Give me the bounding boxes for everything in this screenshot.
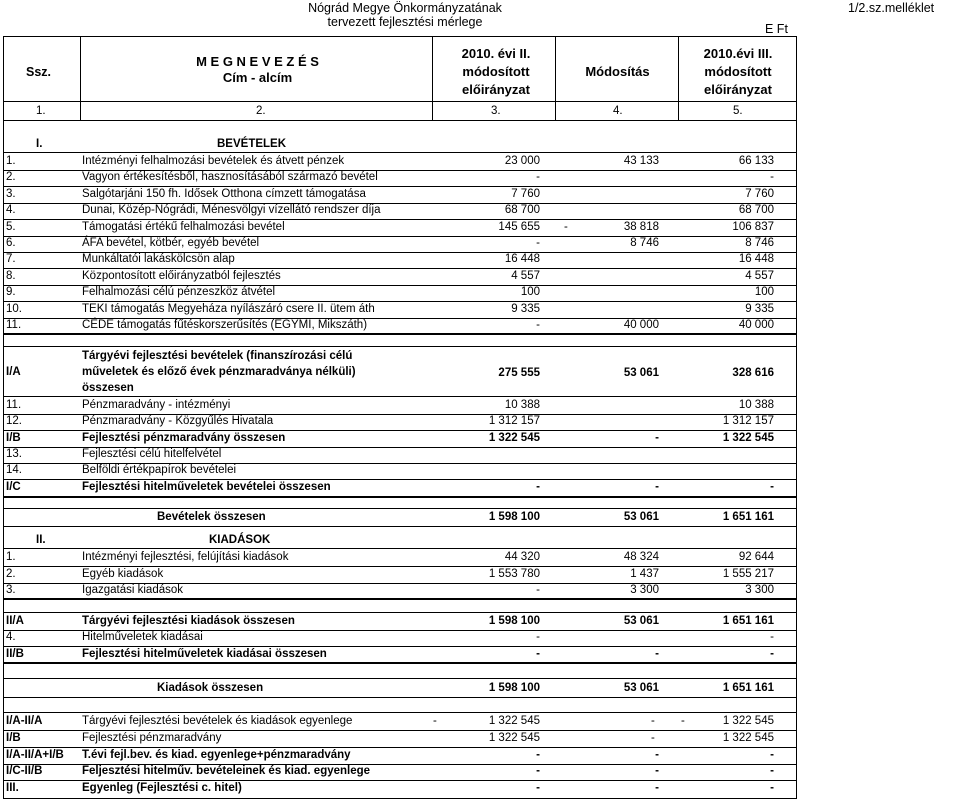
iia-row-num: II/B xyxy=(6,648,24,660)
exp-row-v2: 3 300 xyxy=(630,584,659,596)
income-row-num: 1. xyxy=(6,155,16,167)
bal-row-v2: - xyxy=(655,749,659,761)
section2-num: II. xyxy=(36,534,46,546)
exp-row-num: 2. xyxy=(6,568,16,580)
income-row-v2: 8 746 xyxy=(630,237,659,249)
income-row-v2: 40 000 xyxy=(623,319,659,331)
income-row-label: Dunai, Közép-Nógrádi, Ménesvölgyi vízellátó rendszer díja xyxy=(82,204,381,216)
bal-row-label: Tárgyévi fejlesztési bevételek és kiadások egyenlege xyxy=(82,715,353,727)
colnum-2: 2. xyxy=(256,105,266,117)
report-title-line1: Nógrád Megye Önkormányzatának xyxy=(308,1,502,15)
bal-row-num: III. xyxy=(6,782,19,794)
ia-v2: 53 061 xyxy=(623,367,659,379)
iia-row-v3: 1 651 161 xyxy=(722,615,774,627)
income-row-v3: 106 837 xyxy=(732,221,774,233)
income-total-v3: 1 651 161 xyxy=(722,511,774,523)
bal-row-v3: - xyxy=(770,782,774,794)
bal-row-v1: - xyxy=(536,765,540,777)
income-row-v3: 66 133 xyxy=(738,155,774,167)
ia-v1: 275 555 xyxy=(498,367,540,379)
section1-num: I. xyxy=(36,138,43,150)
ia-v3: 328 616 xyxy=(732,367,774,379)
income-row-label: ÁFA bevétel, kötbér, egyéb bevétel xyxy=(82,237,260,249)
ia-label-l2: műveletek és előző évek pénzmaradványa nélküli) xyxy=(82,366,356,378)
header-col3-l2: módosított xyxy=(462,64,530,79)
ib-row-v1: 1 322 545 xyxy=(488,432,540,444)
income-row-v1: 68 700 xyxy=(504,204,540,216)
ib-row-v1: 1 312 157 xyxy=(488,415,540,427)
ib-row-label: Fejlesztési célú hitelfelvétel xyxy=(82,448,222,460)
exp-total-label: Kiadások összesen xyxy=(157,682,264,694)
ib-row-v3: 1 322 545 xyxy=(722,432,774,444)
iia-row-label: Tárgyévi fejlesztési kiadások összesen xyxy=(82,615,295,627)
bal-row-v1: - xyxy=(536,782,540,794)
income-row-num: 5. xyxy=(6,221,16,233)
header-name-l2: Cím - alcím xyxy=(222,70,293,85)
income-row-v1: 9 335 xyxy=(511,303,540,315)
income-row-label: TEKI támogatás Megyeháza nyílászáró csere II. ütem áth xyxy=(82,303,375,315)
bal-row-mark3: - xyxy=(681,715,685,727)
exp-row-v3: 92 644 xyxy=(738,551,774,563)
income-row-v1: 16 448 xyxy=(504,253,540,265)
income-row-v1: - xyxy=(536,319,540,331)
iia-row-v3: - xyxy=(770,631,774,643)
income-row-v3: 16 448 xyxy=(738,253,774,265)
income-row-v3: 40 000 xyxy=(738,319,774,331)
income-row-v3: 4 557 xyxy=(745,270,774,282)
income-row-label: Központosított előirányzatból fejlesztés xyxy=(82,270,281,282)
exp-row-v3: 3 300 xyxy=(745,584,774,596)
ia-num: I/A xyxy=(6,366,21,378)
exp-row-v1: 44 320 xyxy=(504,551,540,563)
exp-row-label: Igazgatási kiadások xyxy=(82,584,184,596)
header-col4: Módosítás xyxy=(585,64,650,79)
income-row-v3: 8 746 xyxy=(745,237,774,249)
bal-row-num: I/A-II/A xyxy=(6,715,43,727)
ib-row-label: Fejlesztési pénzmaradvány összesen xyxy=(82,432,286,444)
exp-row-label: Intézményi fejlesztési, felújítási kiadások xyxy=(82,551,289,563)
exp-row-v3: 1 555 217 xyxy=(722,568,774,580)
bal-row-v3: - xyxy=(770,765,774,777)
income-row-v1: - xyxy=(536,237,540,249)
exp-total-v3: 1 651 161 xyxy=(722,682,774,694)
income-row-num: 10. xyxy=(6,303,22,315)
income-row-v3: 7 760 xyxy=(745,188,774,200)
ib-row-v3: - xyxy=(770,481,774,493)
ib-row-num: I/C xyxy=(6,481,21,493)
section1-title: BEVÉTELEK xyxy=(217,138,287,150)
income-row-v3: 100 xyxy=(754,286,774,298)
section2-title: KIADÁSOK xyxy=(209,534,271,546)
income-total-v1: 1 598 100 xyxy=(488,511,540,523)
income-row-label: Salgótarjáni 150 fh. Idősek Otthona címzett támogatása xyxy=(82,188,366,200)
income-row-v1: 23 000 xyxy=(504,155,540,167)
iia-row-v1: - xyxy=(536,648,540,660)
ib-row-v2: - xyxy=(655,432,659,444)
header-col3-l1: 2010. évi II. xyxy=(461,46,531,61)
bal-row-v1: 1 322 545 xyxy=(488,732,540,744)
income-row-num: 11. xyxy=(6,319,22,331)
ia-label-l1: Tárgyévi fejlesztési bevételek (finanszírozási célú xyxy=(82,350,353,362)
ib-row-num: 11. xyxy=(6,399,22,411)
bal-row-num: I/A-II/A+I/B xyxy=(6,749,64,761)
bal-row-num: I/C-II/B xyxy=(6,765,43,777)
income-row-num: 7. xyxy=(6,253,16,265)
colnum-1: 1. xyxy=(36,105,46,117)
income-row-v3: 9 335 xyxy=(745,303,774,315)
income-row-v2: 38 818 xyxy=(623,221,659,233)
income-total-label: Bevételek összesen xyxy=(157,511,266,523)
bal-row-num: I/B xyxy=(6,732,21,744)
income-row-v3: 68 700 xyxy=(738,204,774,216)
ib-row-v3: 1 312 157 xyxy=(722,415,774,427)
ib-row-v3: 10 388 xyxy=(738,399,774,411)
bal-row-label: Feljesztési hitelműv. bevételeinek és kiad. egyenlege xyxy=(82,765,371,777)
iia-row-v2: - xyxy=(655,648,659,660)
iia-row-v3: - xyxy=(770,648,774,660)
income-row-v1: - xyxy=(536,171,540,183)
iia-row-label: Hitelműveletek kiadásai xyxy=(82,631,203,643)
bal-row-v3: 1 322 545 xyxy=(722,732,774,744)
income-row-label: Intézményi felhalmozási bevételek és átvett pénzek xyxy=(82,155,345,167)
income-row-num: 8. xyxy=(6,270,16,282)
income-row-num: 3. xyxy=(6,188,16,200)
annex-label: 1/2.sz.melléklet xyxy=(848,1,935,15)
income-row-num: 2. xyxy=(6,171,16,183)
iia-row-num: II/A xyxy=(6,615,24,627)
header-ssz: Ssz. xyxy=(26,65,52,79)
ib-row-v1: - xyxy=(536,481,540,493)
bal-row-mark2: - xyxy=(651,732,655,744)
income-row-num: 9. xyxy=(6,286,16,298)
bal-row-label: Egyenleg (Fejlesztési c. hitel) xyxy=(82,782,242,794)
income-row-num: 4. xyxy=(6,204,16,216)
income-total-v2: 53 061 xyxy=(623,511,659,523)
ib-row-label: Belföldi értékpapírok bevételei xyxy=(82,464,237,476)
exp-row-label: Egyéb kiadások xyxy=(82,568,164,580)
exp-row-num: 3. xyxy=(6,584,16,596)
unit-label: E Ft xyxy=(765,22,788,36)
income-row-v1: 145 655 xyxy=(498,221,540,233)
iia-row-v1: - xyxy=(536,631,540,643)
income-row-label: Munkáltatói lakáskölcsön alap xyxy=(82,253,235,265)
ib-row-v2: - xyxy=(655,481,659,493)
exp-row-num: 1. xyxy=(6,551,16,563)
iia-row-num: 4. xyxy=(6,631,16,643)
bal-row-v1: 1 322 545 xyxy=(488,715,540,727)
colnum-3: 3. xyxy=(491,105,501,117)
iia-row-v2: 53 061 xyxy=(623,615,659,627)
ib-row-label: Fejlesztési hitelműveletek bevételei összesen xyxy=(82,481,331,493)
colnum-4: 4. xyxy=(613,105,623,117)
ib-row-num: 12. xyxy=(6,415,22,427)
bal-row-v2: - xyxy=(655,765,659,777)
header-col5-l3: előirányzat xyxy=(704,82,772,97)
ib-row-num: I/B xyxy=(6,432,21,444)
ia-label-l3: összesen xyxy=(82,382,134,394)
bal-row-mark1: - xyxy=(433,715,437,727)
bal-row-v3: 1 322 545 xyxy=(722,715,774,727)
exp-row-v1: 1 553 780 xyxy=(488,568,540,580)
bal-row-label: Fejlesztési pénzmaradvány xyxy=(82,732,222,744)
report-title-line2: tervezett fejlesztési mérlege xyxy=(327,15,483,29)
bal-row-v1: - xyxy=(536,749,540,761)
income-row-v1: 7 760 xyxy=(511,188,540,200)
ib-row-v1: 10 388 xyxy=(504,399,540,411)
exp-total-v2: 53 061 xyxy=(623,682,659,694)
exp-total-v1: 1 598 100 xyxy=(488,682,540,694)
header-col3-l3: előirányzat xyxy=(462,82,530,97)
header-col5-l2: módosított xyxy=(704,64,772,79)
income-row-label: CÉDE támogatás fűtéskorszerűsítés (EGYMI, Mikszáth) xyxy=(82,319,368,331)
exp-row-v1: - xyxy=(536,584,540,596)
bal-row-label: T.évi fejl.bev. és kiad. egyenlege+pénzmaradvány xyxy=(82,749,351,761)
bal-row-mark2: - xyxy=(651,715,655,727)
bal-row-v3: - xyxy=(770,749,774,761)
income-row-v2: 43 133 xyxy=(623,155,659,167)
income-row-v3: - xyxy=(770,171,774,183)
bal-row-v2: - xyxy=(655,782,659,794)
income-row-label: Felhalmozási célú pénzeszköz átvétel xyxy=(82,286,276,298)
iia-row-label: Fejlesztési hitelműveletek kiadásai összesen xyxy=(82,648,327,660)
ib-row-label: Pénzmaradvány - intézményi xyxy=(82,399,231,411)
header-name-l1: M E G N E V E Z É S xyxy=(196,54,319,69)
income-row-v1: 100 xyxy=(520,286,540,298)
income-row-mark: - xyxy=(564,221,568,233)
header-col5-l1: 2010.évi III. xyxy=(703,46,773,61)
income-row-label: Támogatási értékű felhalmozási bevétel xyxy=(82,221,285,233)
ib-row-label: Pénzmaradvány - Közgyűlés Hivatala xyxy=(82,415,274,427)
income-row-num: 6. xyxy=(6,237,16,249)
colnum-5: 5. xyxy=(733,105,743,117)
income-row-v1: 4 557 xyxy=(511,270,540,282)
ib-row-num: 13. xyxy=(6,448,22,460)
ib-row-num: 14. xyxy=(6,464,22,476)
exp-row-v2: 48 324 xyxy=(623,551,659,563)
iia-row-v1: 1 598 100 xyxy=(488,615,540,627)
income-row-label: Vagyon értékesítésből, hasznosításából származó bevétel xyxy=(82,171,378,183)
exp-row-v2: 1 437 xyxy=(630,568,659,580)
